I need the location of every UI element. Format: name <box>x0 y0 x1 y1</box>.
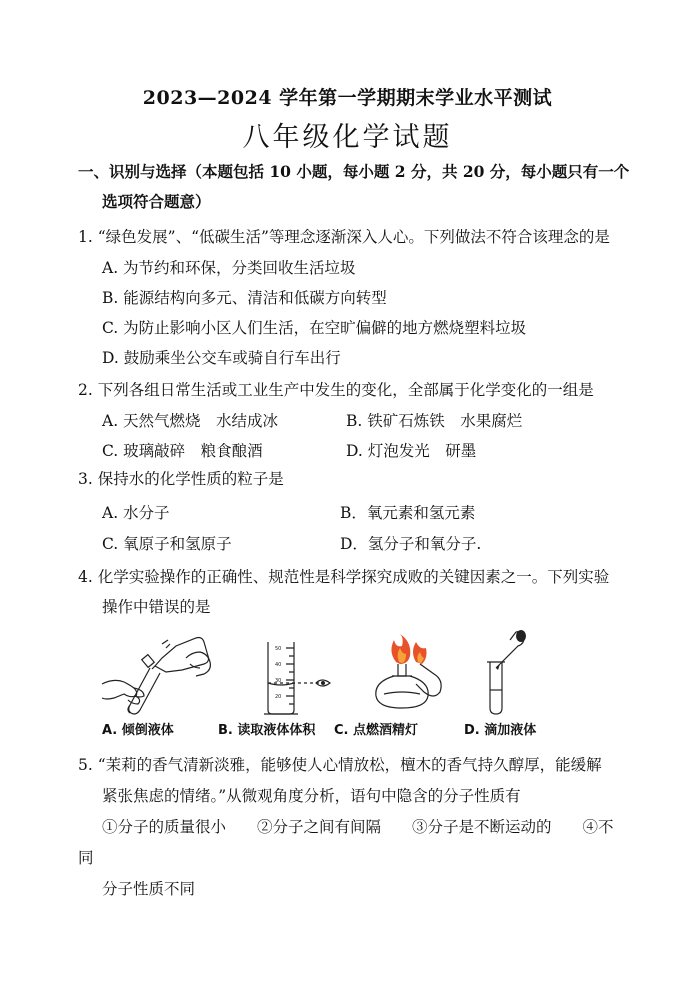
q5-options-end: 分子性质不同 <box>102 880 196 898</box>
q1-option-d[interactable]: D. 鼓励乘坐公交车或骑自行车出行 <box>102 349 341 367</box>
q2-option-d[interactable]: D. 灯泡发光 研墨 <box>346 442 477 460</box>
q2-option-a[interactable]: A. 天然气燃烧 水结成冰 <box>102 412 279 430</box>
q3-option-d[interactable]: D．氢分子和氧分子. <box>340 535 482 553</box>
caption-d: D. 滴加液体 <box>464 723 537 738</box>
reading-volume-figure <box>246 638 336 718</box>
scale-label-30: 30 <box>275 678 282 684</box>
q2-option-b[interactable]: B. 铁矿石炼铁 水果腐烂 <box>346 412 523 430</box>
q3-stem: 3. 保持水的化学性质的粒子是 <box>78 470 284 488</box>
alcohol-lamp-figure <box>360 632 450 718</box>
caption-c: C. 点燃酒精灯 <box>334 723 419 738</box>
q5-stem: 5. “茉莉的香气清新淡雅，能够使人心情放松，檀木的香气持久醇厚，能缓解 <box>78 756 602 774</box>
section-heading-cont: 选项符合题意） <box>102 192 211 211</box>
caption-b: B. 读取液体体积 <box>218 723 316 738</box>
q5-options: ①分子的质量很小 ②分子之间有间隔 ③分子是不断运动的 ④不 <box>102 818 614 836</box>
q1-option-b[interactable]: B. 能源结构向多元、清洁和低碳方向转型 <box>102 289 387 307</box>
q1-option-c[interactable]: C. 为防止影响小区人们生活，在空旷偏僻的地方燃烧塑料垃圾 <box>102 319 527 337</box>
scale-label-40: 40 <box>275 662 282 668</box>
dropping-liquid-figure <box>470 628 540 718</box>
q1-option-a[interactable]: A. 为节约和环保，分类回收生活垃圾 <box>102 259 356 277</box>
q2-stem: 2. 下列各组日常生活或工业生产中发生的变化，全部属于化学变化的一组是 <box>78 381 594 399</box>
q3-option-c[interactable]: C. 氧原子和氢原子 <box>102 535 232 553</box>
pouring-liquid-figure <box>100 628 215 718</box>
q4-stem: 4. 化学实验操作的正确性、规范性是科学探究成败的关键因素之一。下列实验 <box>78 568 610 586</box>
exam-subtitle: 八年级化学试题 <box>242 122 453 153</box>
q5-stem-cont: 紧张焦虑的情绪。”从微观角度分析，语句中隐含的分子性质有 <box>102 787 521 805</box>
q4-stem-cont: 操作中错误的是 <box>102 598 211 616</box>
section-heading: 一、识别与选择（本题包括 10 小题，每小题 2 分，共 20 分，每小题只有一个 <box>78 162 630 181</box>
caption-a: A. 倾倒液体 <box>102 723 174 738</box>
scale-label-50: 50 <box>275 646 282 652</box>
q5-options-wrap: 同 <box>78 849 94 867</box>
q3-option-a[interactable]: A. 水分子 <box>102 504 170 522</box>
q1-stem: 1. “绿色发展”、“低碳生活”等理念逐渐深入人心。下列做法不符合该理念的是 <box>78 228 610 246</box>
q2-option-c[interactable]: C. 玻璃敲碎 粮食酿酒 <box>102 442 263 460</box>
scale-label-20: 20 <box>275 694 282 700</box>
exam-title: 2023—2024 学年第一学期期末学业水平测试 <box>142 87 553 109</box>
q3-option-b[interactable]: B．氧元素和氢元素 <box>340 504 476 522</box>
